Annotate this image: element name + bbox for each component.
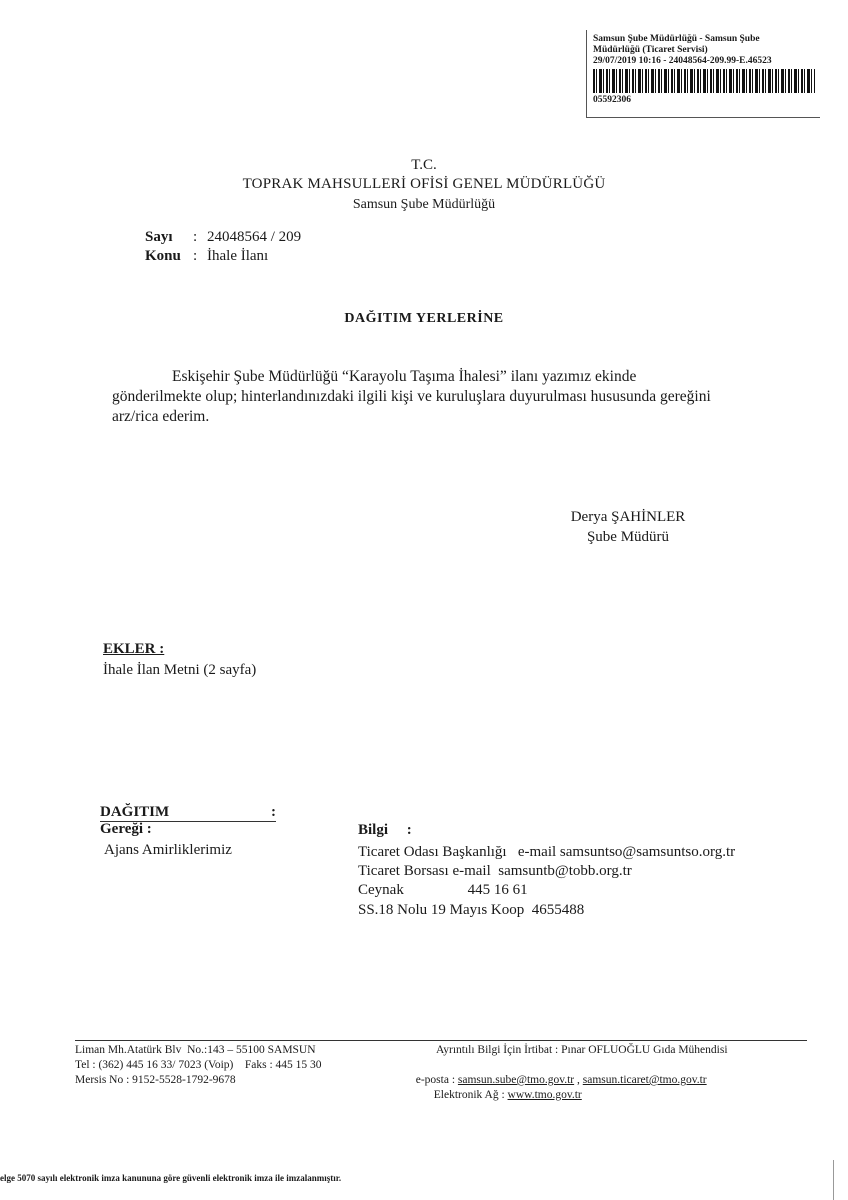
registry-stamp bbox=[586, 30, 820, 118]
email-link-sube[interactable]: samsun.sube@tmo.gov.tr bbox=[457, 1074, 575, 1086]
web-label: Elektronik Ağ : bbox=[433, 1089, 508, 1101]
barcode-icon bbox=[593, 69, 815, 93]
meta-konu: Konu : İhale İlanı bbox=[145, 248, 269, 264]
meta-sayi: Sayı : 24048564 / 209 bbox=[145, 229, 302, 245]
bilgi-item: Ticaret Odası Başkanlığı e-mail samsuntso@samsuntso.org.tr bbox=[358, 844, 736, 860]
stamp-line-3: 29/07/2019 10:16 - 24048564-209.99-E.46523 bbox=[593, 56, 772, 66]
attachment-item: İhale İlan Metni (2 sayfa) bbox=[103, 662, 257, 678]
bilgi-item: Ticaret Borsası e-mail samsuntb@tobb.org.tr bbox=[358, 863, 632, 879]
signature-title: Şube Müdürü bbox=[586, 529, 670, 545]
dagitim-header bbox=[100, 803, 276, 822]
web-link[interactable]: www.tmo.gov.tr bbox=[507, 1089, 582, 1101]
bilgi-label: Bilgi : bbox=[358, 822, 412, 838]
distribution-title: DAĞITIM YERLERİNE bbox=[344, 311, 504, 326]
sayi-label: Sayı bbox=[145, 229, 173, 245]
footer-mersis: Mersis No : 9152-5528-1792-9678 bbox=[75, 1074, 236, 1086]
email-link-ticaret[interactable]: samsun.ticaret@tmo.gov.tr bbox=[582, 1074, 707, 1086]
header-org: TOPRAK MAHSULLERİ OFİSİ GENEL MÜDÜRLÜĞÜ bbox=[242, 176, 606, 192]
stamp-barcode-number: 05592306 bbox=[593, 95, 631, 105]
footer-web bbox=[428, 1073, 582, 1103]
footer-divider bbox=[75, 1040, 807, 1041]
dagitim-label: DAĞITIM bbox=[100, 804, 170, 820]
body-text: Eskişehir Şube Müdürlüğü “Karayolu Taşıma İhalesi” ilanı yazımız ekinde gönderilmekte olup; hinterlandınızdaki ilgili kişi ve kuruluşlara duyurulması hususunda gereğini arz/rica ederim. bbox=[112, 368, 711, 425]
footer-address: Liman Mh.Atatürk Blv No.:143 – 55100 SAMSUN bbox=[75, 1044, 316, 1056]
bilgi-item: Ceynak 445 16 61 bbox=[358, 882, 528, 898]
stamp-line-2: Müdürlüğü (Ticaret Servisi) bbox=[593, 45, 708, 55]
dagitim-colon: : bbox=[271, 804, 276, 820]
gereği-label: Gereği : bbox=[100, 821, 152, 837]
gereği-item: Ajans Amirliklerimiz bbox=[104, 842, 232, 858]
footer-tel: Tel : (362) 445 16 33/ 7023 (Voip) Faks : 445 15 30 bbox=[75, 1059, 322, 1071]
signature-name: Derya ŞAHİNLER bbox=[570, 509, 686, 525]
scan-edge bbox=[833, 1160, 834, 1200]
header-branch: Samsun Şube Müdürlüğü bbox=[352, 197, 496, 212]
footer-contact: Ayrıntılı Bilgi İçin İrtibat : Pınar OFLUOĞLU Gıda Mühendisi bbox=[436, 1044, 728, 1056]
esign-note: elge 5070 sayılı elektronik imza kanununa göre güvenli elektronik imza ile imzalanmıştır. bbox=[0, 1173, 342, 1183]
header-tc: T.C. bbox=[411, 157, 437, 173]
konu-value: İhale İlanı bbox=[207, 248, 269, 264]
sayi-value: 24048564 / 209 bbox=[207, 229, 302, 245]
eposta-label: e-posta : bbox=[415, 1074, 458, 1086]
bilgi-item: SS.18 Nolu 19 Mayıs Koop 4655488 bbox=[358, 902, 585, 918]
attachments-label: EKLER : bbox=[103, 641, 165, 657]
email-separator: , bbox=[574, 1074, 583, 1086]
konu-label: Konu bbox=[145, 248, 181, 264]
stamp-line-1: Samsun Şube Müdürlüğü - Samsun Şube bbox=[593, 34, 760, 44]
